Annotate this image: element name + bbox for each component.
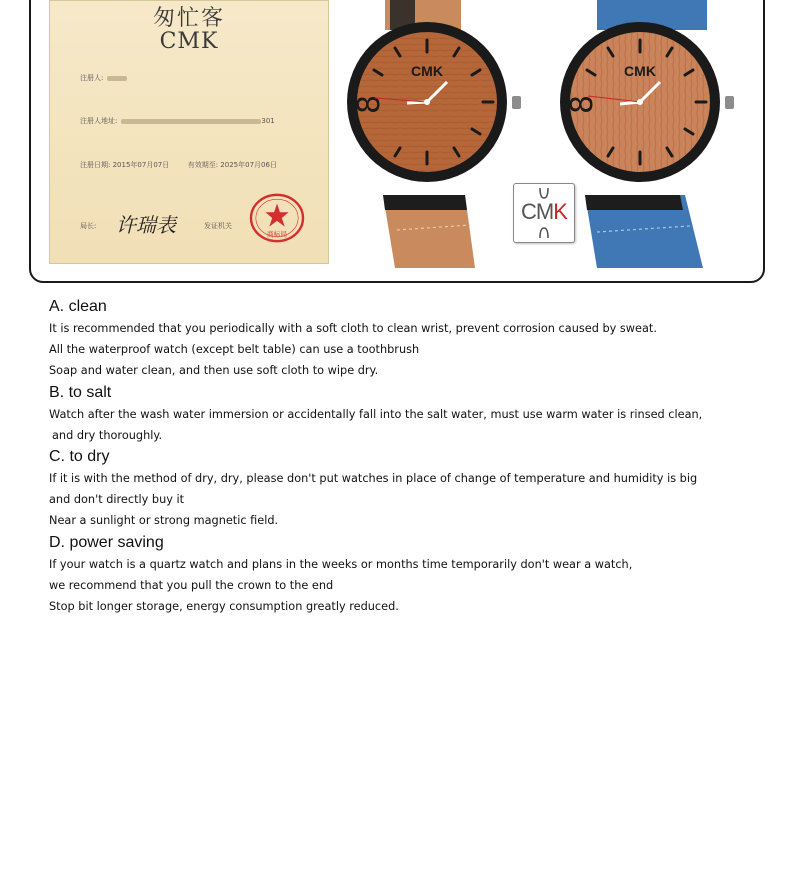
trademark-certificate <box>49 0 329 264</box>
section-heading: A. clean <box>49 298 107 315</box>
issuer-label: 发证机关 <box>204 222 232 230</box>
official-seal-icon <box>248 192 306 244</box>
certificate-registrant-line <box>80 73 127 83</box>
reg-date-value: 2015年07月07日 <box>112 161 170 169</box>
certificate-date-line <box>80 160 277 170</box>
certificate-title-english: CMK <box>159 29 219 54</box>
section-heading: B. to salt <box>49 383 112 401</box>
instruction-line: and don't directly buy it <box>49 493 185 507</box>
instruction-line: If it is with the method of dry, dry, please don't put watches in place of change of temperature and humidity is big <box>49 472 698 486</box>
logo-text: CMK <box>521 199 567 224</box>
section-clean <box>49 296 749 382</box>
instruction-line: If your watch is a quartz watch and plans in the weeks or months time temporarily don't wear a watch, <box>49 557 633 571</box>
reg-date-label: 注册日期: <box>80 161 111 169</box>
registrant-value <box>107 76 127 81</box>
instruction-line: Stop bit longer storage, energy consumption greatly reduced. <box>49 600 399 614</box>
address-value <box>121 119 261 124</box>
instruction-line: Near a sunlight or strong magnetic field. <box>49 514 279 528</box>
instruction-line: Soap and water clean, and then use soft cloth to wipe dry. <box>49 364 379 378</box>
svg-text:8: 8 <box>565 94 600 114</box>
svg-text:8: 8 <box>352 94 387 114</box>
instruction-line: and dry thoroughly. <box>52 428 163 442</box>
blue-strap-watch <box>560 0 734 268</box>
valid-label: 有效期至: <box>187 161 219 169</box>
registrant-label: 注册人: <box>80 74 104 82</box>
director-label: 局长: <box>80 222 97 230</box>
instruction-line: we recommend that you pull the crown to the end <box>49 578 334 592</box>
seal-text: 商标局 <box>266 230 288 239</box>
address-value-tail: 301 <box>261 117 275 125</box>
director-signature: 许瑞表 <box>116 213 176 237</box>
instruction-line: It is recommended that you periodically with a soft cloth to clean wrist, prevent corrosion caused by sweat. <box>49 322 657 335</box>
section-power-saving <box>49 532 749 618</box>
tan-strap-watch <box>347 0 521 268</box>
instruction-line: Watch after the wash water immersion or accidentally fall into the salt water, must use warm water is rinsed clean, <box>49 407 703 421</box>
care-instructions <box>49 296 749 617</box>
valid-date-value: 2025年07月06日 <box>220 161 277 169</box>
section-dry <box>49 446 749 532</box>
dial-brand-left: CMK <box>411 63 443 79</box>
instruction-line: All the waterproof watch (except belt table) can use a toothbrush <box>49 343 420 357</box>
logo-letter-k: K <box>553 199 567 224</box>
section-salt <box>49 382 749 446</box>
certificate-title-chinese: 匆忙客 <box>152 6 225 31</box>
certificate-address-line <box>80 116 275 126</box>
section-heading: C. to dry <box>49 448 110 466</box>
dial-brand-right: CMK <box>624 63 656 79</box>
address-label: 注册人地址: <box>80 117 118 125</box>
section-heading: D. power saving <box>49 533 164 551</box>
brand-logo <box>513 183 575 243</box>
